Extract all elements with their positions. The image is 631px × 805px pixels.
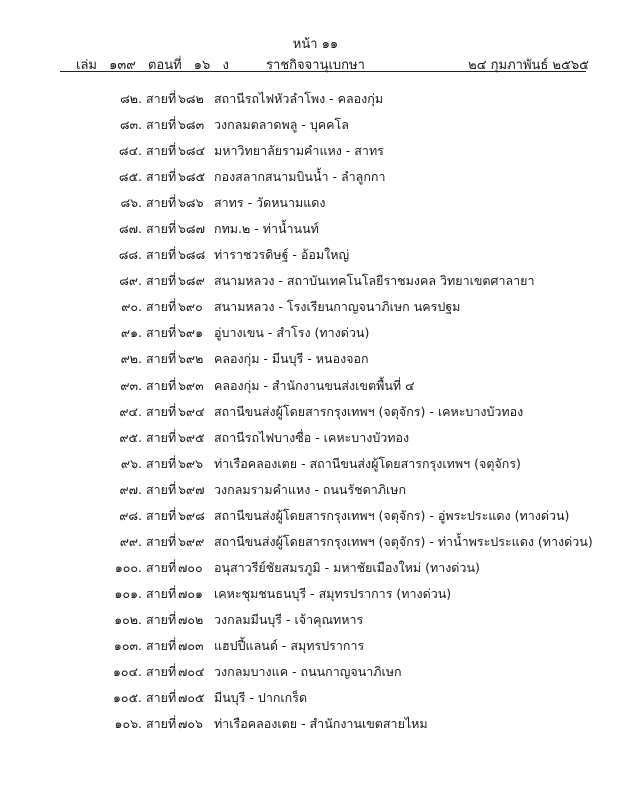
- route-row: [0, 242, 631, 268]
- route-code: ๖๘๙: [178, 273, 205, 289]
- route-row: [0, 294, 631, 320]
- route-description: สถานีรถไฟหัวลำโพง - คลองกุ่ม: [214, 91, 384, 106]
- route-code: ๖๙๖: [178, 455, 204, 471]
- route-code: ๖๙๕: [178, 429, 205, 445]
- route-code: ๖๘๔: [178, 143, 206, 159]
- route-item-number: ๘๗.: [118, 221, 142, 237]
- route-code: ๗๐๖: [178, 716, 203, 732]
- route-item-number: ๑๐๓.: [113, 637, 142, 653]
- route-item-number: ๙๑.: [120, 325, 142, 341]
- route-label: สายที่: [146, 716, 177, 732]
- route-row: [0, 164, 631, 190]
- route-label: สายที่: [146, 611, 177, 627]
- route-code: ๖๙๘: [178, 507, 205, 523]
- route-label: สายที่: [146, 169, 177, 185]
- route-code: ๖๙๑: [178, 325, 204, 341]
- header-divider: [60, 71, 586, 72]
- route-item-number: ๙๔.: [119, 403, 142, 419]
- route-label: สายที่: [146, 637, 177, 653]
- route-item-number: ๘๔.: [118, 143, 142, 159]
- issue-number: ๑๖: [193, 58, 211, 73]
- route-row: [0, 216, 631, 242]
- route-row: [0, 529, 631, 555]
- route-row: [0, 112, 631, 138]
- route-row: [0, 425, 631, 451]
- route-description: อนุสาวรีย์ชัยสมรภูมิ - มหาชัยเมืองใหม่ (ทางด่วน): [214, 559, 480, 575]
- route-code: ๗๐๒: [178, 611, 204, 627]
- route-label: สายที่: [146, 273, 177, 289]
- route-row: [0, 86, 631, 112]
- publication-date: ๒๔ กุมภาพันธ์ ๒๕๖๕: [468, 58, 589, 73]
- route-label: สายที่: [146, 664, 177, 680]
- route-label: สายที่: [146, 91, 177, 106]
- route-item-number: ๘๙.: [119, 273, 142, 289]
- route-code: ๗๐๔: [178, 664, 205, 680]
- route-description: มหาวิทยาลัยรามคำแหง - สาทร: [214, 143, 384, 159]
- route-item-number: ๘๒.: [120, 91, 142, 106]
- route-item-number: ๘๓.: [119, 117, 142, 133]
- route-description: ท่าเรือคลองเตย - สถานีขนส่งผู้โดยสารกรุงเทพฯ (จตุจักร): [214, 455, 521, 471]
- route-description: สนามหลวง - โรงเรียนกาญจนาภิเษก นครปฐม: [214, 299, 461, 315]
- route-label: สายที่: [146, 585, 177, 601]
- route-description: คลองกุ่ม - สำนักงานขนส่งเขตพื้นที่ ๔: [214, 377, 415, 393]
- route-row: [0, 659, 631, 685]
- route-row: [0, 373, 631, 399]
- route-code: ๖๙๓: [178, 377, 204, 393]
- route-code: ๗๐๓: [178, 637, 204, 653]
- route-row: [0, 138, 631, 164]
- route-row: [0, 190, 631, 216]
- route-label: สายที่: [146, 117, 177, 133]
- route-description: วงกลมตลาดพลู - บุคคโล: [214, 117, 349, 133]
- route-description: ท่าราชวรดิษฐ์ - อ้อมใหญ่: [214, 247, 350, 263]
- route-item-number: ๑๐๕.: [113, 690, 142, 706]
- route-item-number: ๑๐๒.: [114, 611, 142, 627]
- route-code: ๖๙๙: [178, 533, 205, 549]
- route-item-number: ๘๕.: [118, 169, 142, 185]
- route-code: ๖๙๗: [178, 481, 205, 497]
- route-code: ๖๘๘: [178, 247, 206, 263]
- route-code: ๗๐๕: [178, 690, 205, 706]
- route-row: [0, 268, 631, 294]
- route-item-number: ๑๐๐.: [114, 559, 142, 575]
- route-row: [0, 581, 631, 607]
- route-item-number: ๙๕.: [119, 429, 142, 445]
- section-letter: ง: [222, 58, 229, 73]
- route-item-number: ๙๐.: [121, 299, 142, 315]
- route-item-number: ๙๙.: [119, 533, 142, 549]
- page-number: หน้า ๑๑: [292, 37, 339, 52]
- route-description: อู่บางเขน - สำโรง (ทางด่วน): [214, 325, 370, 341]
- route-code: ๖๙๔: [178, 403, 205, 419]
- issue-label: ตอนที่: [147, 58, 182, 73]
- route-description: วงกลมบางแค - ถนนกาญจนาภิเษก: [214, 664, 402, 680]
- route-label: สายที่: [146, 325, 177, 341]
- route-code: ๖๙๒: [178, 351, 204, 367]
- route-label: สายที่: [146, 690, 177, 706]
- route-label: สายที่: [146, 481, 177, 497]
- route-description: วงกลมมีนบุรี - เจ้าคุณทหาร: [214, 611, 364, 627]
- volume-number: ๑๓๙: [109, 58, 136, 73]
- route-code: ๖๘๒: [178, 91, 204, 106]
- route-description: สถานีขนส่งผู้โดยสารกรุงเทพฯ (จตุจักร) - เคหะบางบัวทอง: [214, 403, 524, 419]
- route-item-number: ๘๘.: [118, 247, 142, 263]
- route-label: สายที่: [146, 533, 177, 549]
- route-code: ๖๘๕: [178, 169, 206, 185]
- route-label: สายที่: [146, 403, 177, 419]
- route-label: สายที่: [146, 143, 177, 159]
- route-item-number: ๑๐๖.: [114, 716, 142, 732]
- route-description: มีนบุรี - ปากเกร็ด: [214, 690, 308, 706]
- route-label: สายที่: [146, 247, 177, 263]
- route-label: สายที่: [146, 221, 177, 237]
- route-row: [0, 555, 631, 581]
- route-label: สายที่: [146, 455, 177, 471]
- route-item-number: ๙๗.: [119, 481, 142, 497]
- route-label: สายที่: [146, 507, 177, 523]
- route-row: [0, 320, 631, 346]
- route-description: วงกลมรามคำแหง - ถนนรัชดาภิเษก: [214, 481, 407, 497]
- route-row: [0, 711, 631, 737]
- route-row: [0, 685, 631, 711]
- route-code: ๖๘๗: [178, 221, 205, 237]
- route-item-number: ๙๓.: [120, 377, 142, 393]
- route-item-number: ๑๐๑.: [114, 585, 142, 601]
- route-row: [0, 477, 631, 503]
- publication-title: ราชกิจจานุเบกษา: [266, 58, 365, 73]
- route-code: ๖๘๓: [178, 117, 205, 133]
- route-description: กทม.๒ - ท่าน้ำนนท์: [214, 221, 319, 237]
- route-description: ท่าเรือคลองเตย - สำนักงานเขตสายไหม: [214, 716, 428, 732]
- route-row: [0, 346, 631, 372]
- route-row: [0, 503, 631, 529]
- route-description: กองสลากสนามบินน้ำ - ลำลูกกา: [214, 169, 386, 185]
- route-description: สถานีขนส่งผู้โดยสารกรุงเทพฯ (จตุจักร) - อู่พระประแดง (ทางด่วน): [214, 507, 570, 523]
- route-description: แฮปปี้แลนด์ - สมุทรปราการ: [214, 637, 365, 653]
- route-label: สายที่: [146, 351, 177, 367]
- route-description: สาทร - วัดหนามแดง: [214, 195, 326, 211]
- route-item-number: ๙๖.: [120, 455, 142, 471]
- route-label: สายที่: [146, 429, 177, 445]
- route-code: ๗๐๐: [178, 559, 203, 575]
- route-description: สถานีขนส่งผู้โดยสารกรุงเทพฯ (จตุจักร) - ท่าน้ำพระประแดง (ทางด่วน): [214, 533, 593, 549]
- route-item-number: ๙๘.: [119, 507, 142, 523]
- route-row: [0, 451, 631, 477]
- route-description: เคหะชุมชนธนบุรี - สมุทรปราการ (ทางด่วน): [214, 585, 452, 601]
- route-row: [0, 399, 631, 425]
- volume-label: เล่ม: [76, 58, 97, 73]
- route-item-number: ๙๒.: [120, 351, 142, 367]
- route-code: ๖๙๐: [178, 299, 203, 315]
- route-row: [0, 607, 631, 633]
- route-item-number: ๘๖.: [120, 195, 142, 211]
- route-description: คลองกุ่ม - มีนบุรี - หนองจอก: [214, 351, 369, 367]
- route-description: สนามหลวง - สถาบันเทคโนโลยีราชมงคล วิทยาเขตศาลายา: [214, 273, 535, 289]
- route-item-number: ๑๐๔.: [113, 664, 142, 680]
- route-code: ๗๐๑: [178, 585, 203, 601]
- route-label: สายที่: [146, 559, 177, 575]
- route-label: สายที่: [146, 377, 177, 393]
- route-row: [0, 633, 631, 659]
- route-label: สายที่: [146, 195, 177, 211]
- route-code: ๖๘๖: [178, 195, 204, 211]
- route-label: สายที่: [146, 299, 177, 315]
- route-description: สถานีรถไฟบางซื่อ - เคหะบางบัวทอง: [214, 429, 410, 445]
- route-list: [0, 86, 631, 737]
